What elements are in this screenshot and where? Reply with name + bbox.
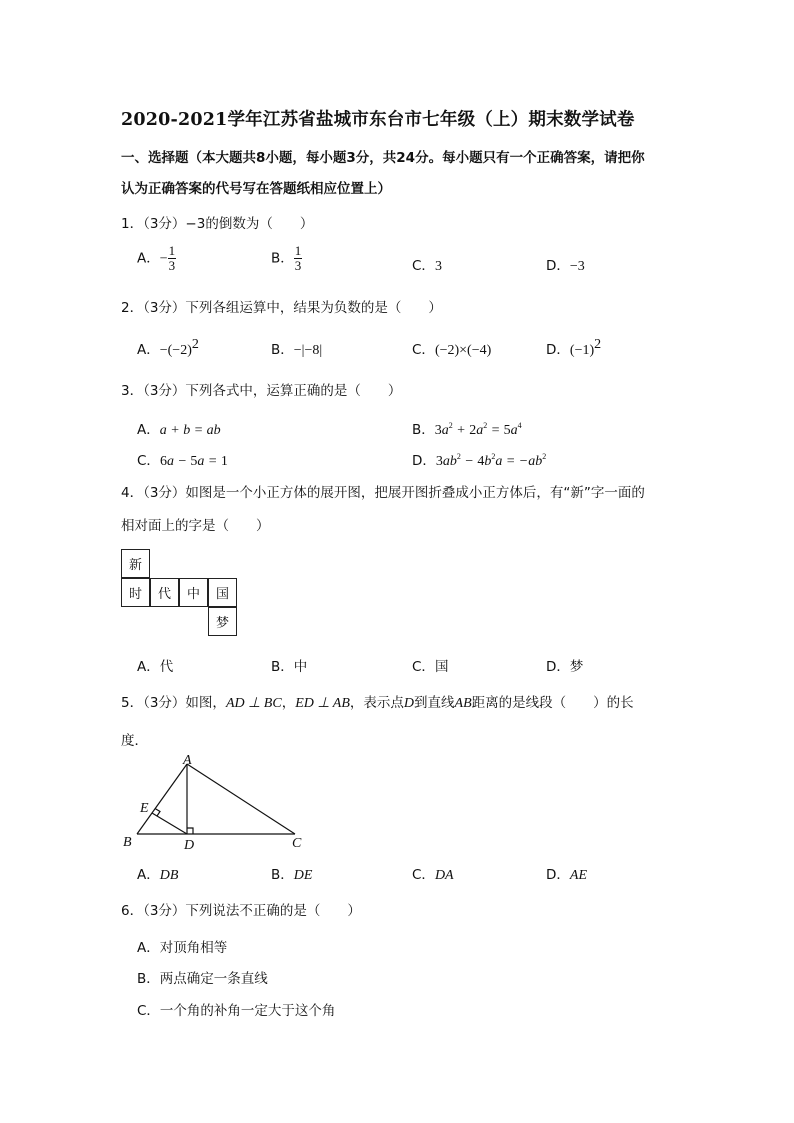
q4-option-d	[546, 655, 583, 675]
q5-option-a-label: A．	[137, 867, 160, 883]
q5-ed-perp-ab: ED ⊥ AB	[295, 696, 350, 711]
q2-option-a-exponent: 2	[191, 337, 199, 352]
q3-option-b	[412, 418, 522, 439]
q5-option-d-label: D．	[546, 867, 570, 883]
net-cell-dai: 代	[150, 578, 179, 607]
q5-comma: ，	[281, 695, 296, 711]
q5-option-b	[271, 863, 312, 884]
q4-option-c-label: C．	[412, 659, 435, 675]
q5-stem-mid2: 到直线	[414, 695, 455, 711]
label-point-b: B	[123, 835, 132, 850]
label-point-c: C	[292, 836, 302, 851]
q5-stem-suffix: 距离的是线段（ ）的长	[471, 695, 634, 711]
q2-option-d-exponent: 2	[594, 337, 602, 352]
q2-option-b-text: −|−8|	[293, 343, 323, 358]
q5-option-c-text: DA	[434, 868, 454, 883]
q4-stem-line2: 相对面上的字是（ ）	[121, 518, 270, 534]
net-cell-meng: 梦	[208, 607, 237, 636]
q2-option-b	[271, 338, 322, 359]
q2-stem: 2．（3分）下列各组运算中，结果为负数的是（ ）	[121, 300, 442, 316]
q1-option-b-fraction	[294, 244, 303, 273]
q3-option-c	[137, 449, 228, 470]
fraction-denominator: 3	[294, 258, 302, 273]
q5-option-d	[546, 863, 587, 884]
q4-option-a-label: A．	[137, 659, 160, 675]
q6-stem: 6．（3分）下列说法不正确的是（ ）	[121, 903, 361, 919]
q5-point-d: D	[403, 696, 415, 711]
fraction-numerator: 1	[294, 243, 302, 258]
q5-stem-prefix: 5．（3分）如图，	[121, 695, 226, 711]
q2-option-a-text: −(−2)	[159, 343, 192, 358]
q3-stem: 3．（3分）下列各式中，运算正确的是（ ）	[121, 383, 402, 399]
q3-option-d-expr: $3ab^2 - 4b^2a = -ab^2$	[435, 452, 547, 469]
q2-option-a	[137, 338, 199, 359]
q3-option-b-expr: $3a^2 + 2a^2 = 5a^4$	[434, 421, 522, 438]
q5-option-b-label: B．	[271, 867, 294, 883]
q2-option-d-label: D．	[546, 342, 570, 358]
q3-option-a-expr: a + b = ab	[159, 423, 221, 438]
q4-stem-line1: 4．（3分）如图是一个小正方体的展开图，把展开图折叠成小正方体后，有“新”字一面的	[121, 485, 645, 501]
page-title: 2020-2021学年江苏省盐城市东台市七年级（上）期末数学试卷	[121, 110, 635, 130]
q1-option-a	[137, 244, 176, 273]
net-cell-guo: 国	[208, 578, 237, 607]
q5-option-b-text: DE	[293, 868, 313, 883]
q4-option-d-text: 梦	[569, 659, 584, 675]
q5-option-c	[412, 863, 454, 884]
net-cell-xin: 新	[121, 549, 150, 578]
q4-option-b-text: 中	[293, 659, 308, 675]
label-point-a: A	[183, 753, 192, 768]
triangle-figure	[115, 752, 315, 852]
q1-option-c-text: 3	[434, 259, 442, 274]
q3-option-c-label: C．	[137, 453, 160, 469]
q3-option-b-label: B．	[412, 422, 435, 438]
q1-stem: 1．（3分）−3的倒数为（ ）	[121, 216, 314, 232]
fraction-numerator: 1	[168, 243, 176, 258]
label-point-d: D	[184, 838, 195, 852]
q1-option-d-text: −3	[569, 259, 585, 274]
q6-option-b: B．两点确定一条直线	[137, 971, 268, 987]
q4-option-b-label: B．	[271, 659, 294, 675]
q4-option-c-text: 国	[434, 659, 449, 675]
q2-option-c-label: C．	[412, 342, 435, 358]
section-header-line1: 一、选择题（本大题共8小题，每小题3分，共24分。每小题只有一个正确答案，请把你	[121, 150, 645, 166]
q4-option-b	[271, 655, 307, 675]
net-cell-zhong: 中	[179, 578, 208, 607]
q2-option-a-label: A．	[137, 342, 160, 358]
q6-option-c: C．一个角的补角一定大于这个角	[137, 1003, 336, 1019]
q4-option-a	[137, 655, 173, 675]
q5-stem-line2: 度．	[121, 733, 148, 749]
q2-option-d-text: (−1)	[569, 343, 595, 358]
q2-option-c	[412, 338, 491, 359]
q1-option-a-sign: −	[159, 251, 168, 267]
q3-option-d-label: D．	[412, 453, 436, 469]
q1-option-c	[412, 254, 442, 275]
q5-stem-line1	[121, 691, 634, 712]
q4-option-d-label: D．	[546, 659, 570, 675]
fraction-denominator: 3	[168, 258, 176, 273]
q3-option-d	[412, 449, 546, 470]
q1-option-b-label: B．	[271, 250, 294, 267]
segment-ac	[187, 764, 295, 834]
q1-option-a-label: A．	[137, 250, 160, 267]
q1-option-c-label: C．	[412, 258, 435, 274]
q5-option-d-text: AE	[569, 868, 588, 883]
q3-option-c-expr: 6a − 5a = 1	[159, 454, 228, 469]
q2-option-d	[546, 338, 601, 359]
q1-option-d	[546, 254, 585, 275]
q2-option-b-label: B．	[271, 342, 294, 358]
q2-option-c-text: (−2)×(−4)	[434, 343, 492, 358]
q4-option-c	[412, 655, 448, 675]
q1-option-d-label: D．	[546, 258, 570, 274]
q1-option-a-fraction	[168, 244, 177, 273]
q4-option-a-text: 代	[159, 659, 174, 675]
q6-option-a: A．对顶角相等	[137, 940, 228, 956]
segment-ba	[137, 764, 187, 834]
q5-ad-perp-bc: AD ⊥ BC	[225, 696, 282, 711]
q5-option-c-label: C．	[412, 867, 435, 883]
q5-option-a	[137, 863, 178, 884]
net-cell-shi: 时	[121, 578, 150, 607]
right-angle-mark-d	[187, 828, 193, 834]
q1-option-b	[271, 244, 302, 273]
q3-option-a	[137, 418, 221, 439]
label-point-e: E	[140, 801, 149, 816]
q3-option-a-label: A．	[137, 422, 160, 438]
q5-option-a-text: DB	[159, 868, 179, 883]
section-header-line2: 认为正确答案的代号写在答题纸相应位置上）	[121, 181, 391, 197]
q5-stem-mid1: ，表示点	[349, 695, 404, 711]
q5-line-ab: AB	[454, 696, 472, 711]
